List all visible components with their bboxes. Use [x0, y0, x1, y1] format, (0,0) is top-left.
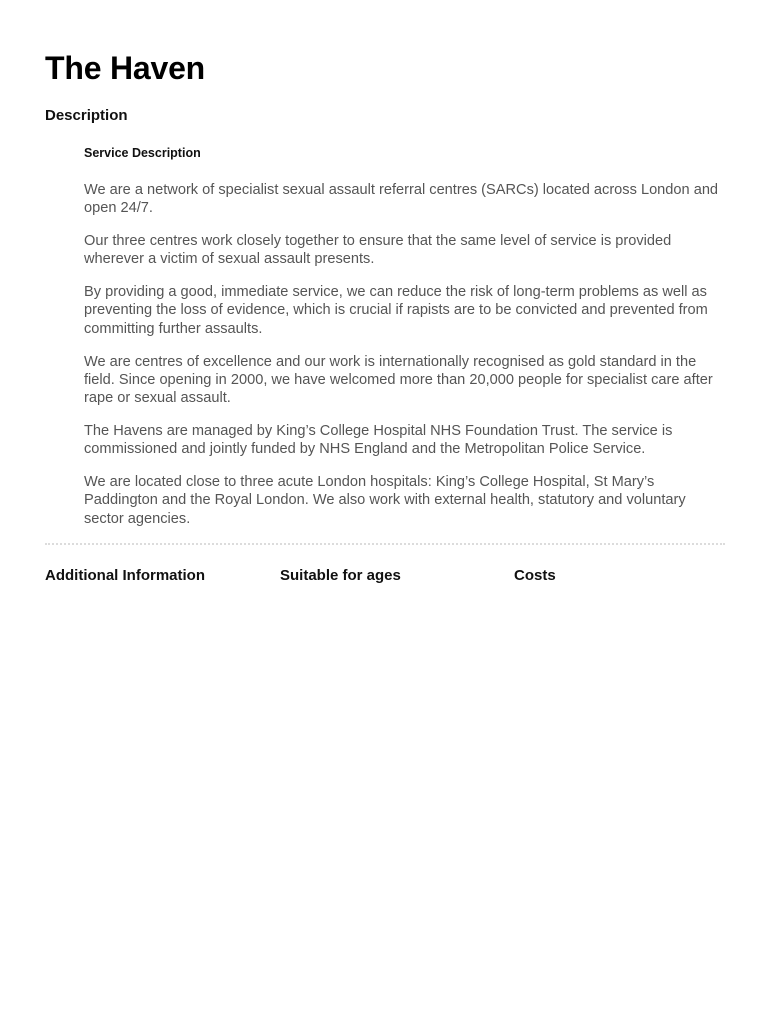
- page-title: The Haven: [45, 50, 206, 86]
- service-description-heading: Service Description: [84, 146, 201, 160]
- description-paragraph-4: We are centres of excellence and our work is internationally recognised as gold standard in the field. Since opening in 2000, we have welcomed more than 20,000 people for specialist care after rape or sexual assault.: [84, 353, 713, 407]
- suitable-for-ages-heading: Suitable for ages: [280, 567, 401, 584]
- service-description-body: [84, 181, 724, 542]
- description-paragraph-5: The Havens are managed by King’s College Hospital NHS Foundation Trust. The service is commissioned and jointly funded by NHS England and the Metropolitan Police Service.: [84, 422, 673, 458]
- description-paragraph-6: We are located close to three acute London hospitals: King’s College Hospital, St Mary’s Paddington and the Royal London. We also work with external health, statutory and voluntary sector agencies.: [84, 474, 686, 527]
- additional-information-heading: Additional Information: [45, 567, 205, 584]
- document-page: [45, 0, 725, 1024]
- section-divider: [45, 543, 725, 545]
- description-paragraph-1: We are a network of specialist sexual assault referral centres (SARCs) located across London and open 24/7.: [84, 182, 719, 217]
- description-paragraph-3: By providing a good, immediate service, we can reduce the risk of long-term problems as well as preventing the loss of evidence, which is crucial if rapists are to be convicted and prevented from committing further assaults.: [84, 284, 708, 337]
- costs-heading: Costs: [514, 567, 556, 584]
- description-paragraph-2: Our three centres work closely together to ensure that the same level of service is provided wherever a victim of sexual assault presents.: [84, 233, 672, 268]
- description-heading: Description: [45, 107, 128, 124]
